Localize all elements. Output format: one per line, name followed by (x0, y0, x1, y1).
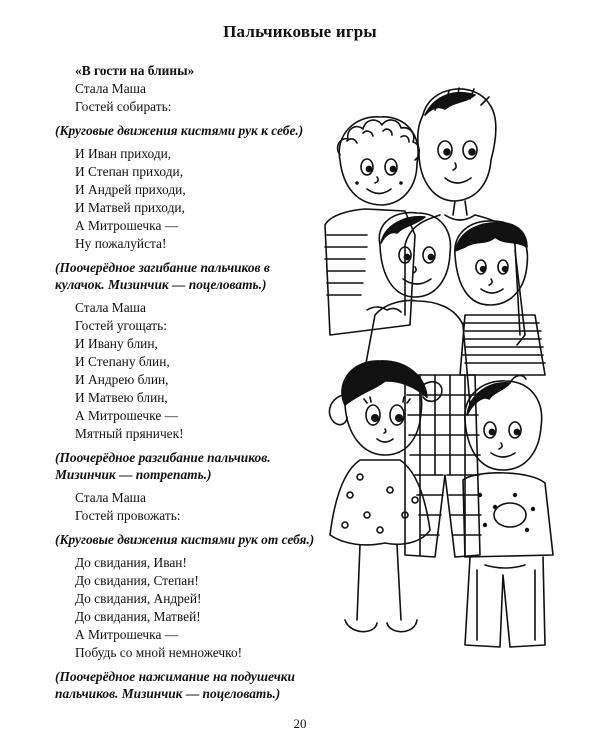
page-number: 20 (293, 716, 307, 731)
verse-line: А Митрошечка — (75, 218, 179, 233)
verse-line: А Митрошечка — (75, 627, 179, 642)
instruction-note: (Круговые движения кистями рук от себя.) (55, 532, 315, 547)
verse-line: А Митрошечке — (75, 408, 179, 423)
page-title: Пальчиковые игры (223, 22, 377, 41)
verse-line: До свидания, Матвей! (75, 609, 201, 624)
verse-line: Стала Маша (75, 300, 146, 315)
girl-figure (329, 361, 441, 632)
verse-line: И Ивану блин, (75, 336, 158, 351)
verse-line: Гостей собирать: (75, 99, 172, 114)
verse-stanza (55, 145, 325, 253)
verse-line: И Степану блин, (75, 354, 170, 369)
instruction-note: (Поочерёдное разгибание пальчиков. Мизинчик — потрепать.) (55, 450, 271, 482)
verse-line: Ну пожалуйста! (75, 236, 167, 251)
verse-line: Гостей угощать: (75, 318, 167, 333)
verse-line: И Андрею блин, (75, 372, 169, 387)
verse-line: И Матвей приходи, (75, 200, 185, 215)
poem-title: «В гости на блины» (75, 63, 195, 78)
verse-line: И Иван приходи, (75, 146, 172, 161)
verse-stanza (55, 489, 325, 525)
poem-column (55, 62, 325, 708)
verse-line: И Матвею блин, (75, 390, 168, 405)
verse-stanza (55, 554, 325, 662)
children-group-illustration (305, 75, 585, 660)
verse-line: Стала Маша (75, 490, 146, 505)
verse-line: До свидания, Андрей! (75, 591, 202, 606)
verse-line: Гостей провожать: (75, 508, 181, 523)
verse-stanza (55, 80, 325, 116)
verse-line: До свидания, Степан! (75, 573, 199, 588)
instruction-note: (Поочерёдное нажимание на подушечки пальчиков. Мизинчик — поцеловать.) (55, 669, 295, 701)
verse-line: И Степан приходи, (75, 164, 184, 179)
verse-line: Побудь со мной немножечко! (75, 645, 243, 660)
verse-line: И Андрей приходи, (75, 182, 186, 197)
verse-line: Мятный пряничек! (75, 426, 184, 441)
instruction-note: (Круговые движения кистями рук к себе.) (55, 123, 304, 138)
verse-line: До свидания, Иван! (75, 555, 187, 570)
verse-stanza (55, 299, 325, 443)
instruction-note: (Поочерёдное загибание пальчиков в кулачок. Мизинчик — поцеловать.) (55, 260, 270, 292)
striped-shirt-boy-figure (455, 221, 545, 375)
verse-line: Стала Маша (75, 81, 146, 96)
